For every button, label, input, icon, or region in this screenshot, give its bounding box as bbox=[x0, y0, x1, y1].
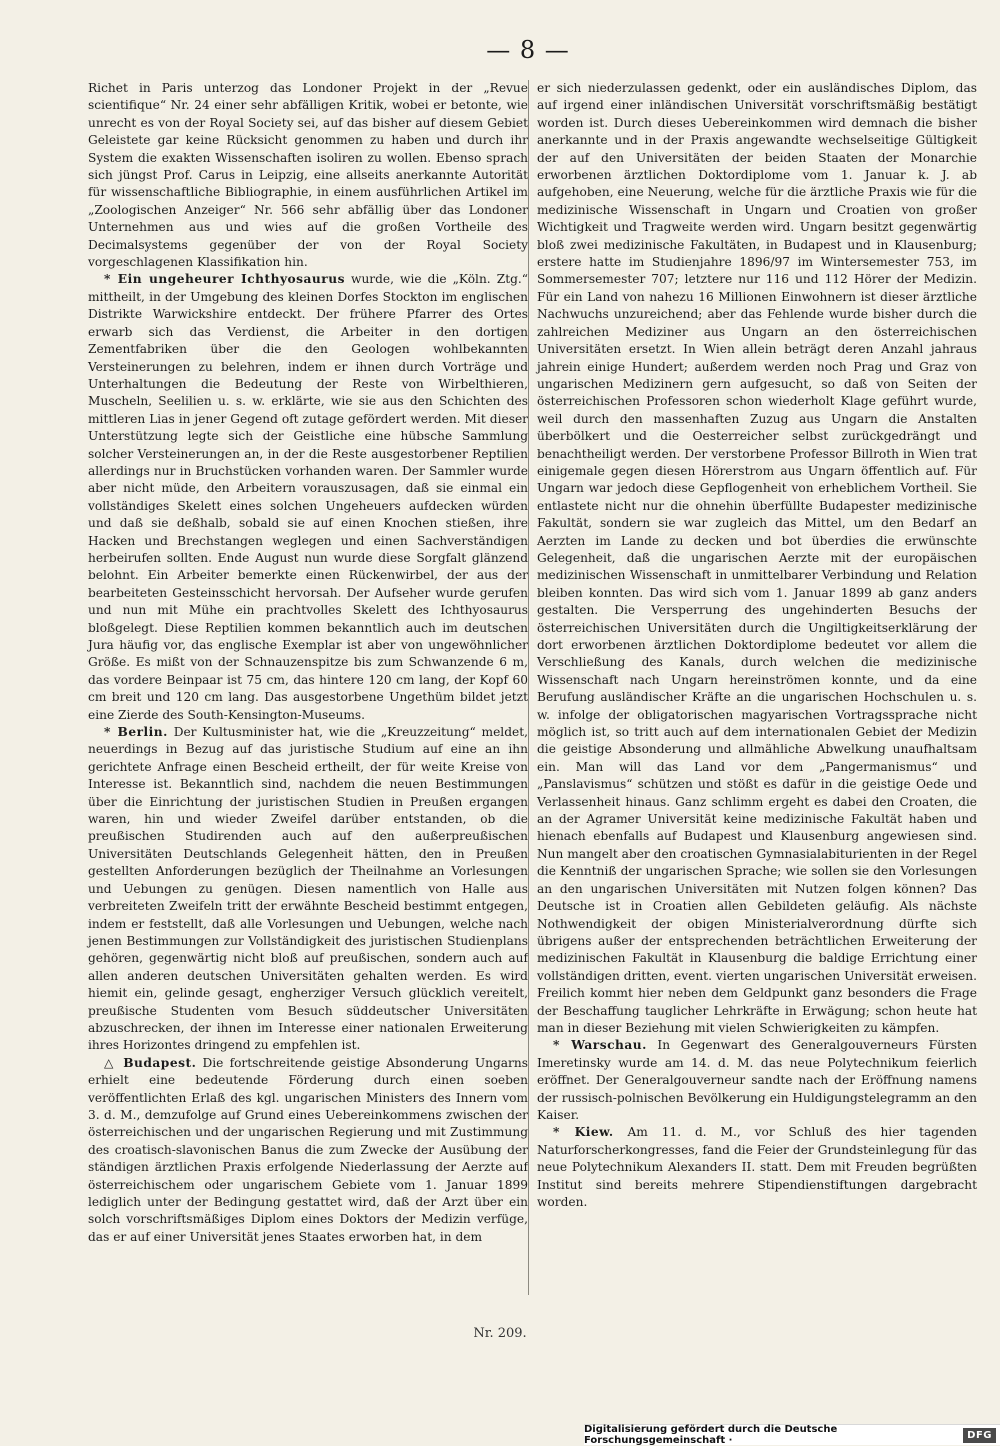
article-paragraph bbox=[88, 271, 528, 724]
digitization-note: Digitalisierung gefördert durch die Deutsche Forschungsgemeinschaft · bbox=[584, 1424, 838, 1446]
article-text: Die fortschreitende geistige Absonderung Ungarns erhielt eine bedeutende Förderung durch einen soeben veröffentlichten Erlaß des kgl. ungarischen Ministers des Innern vom 3. d. M., demzufolge auf Grund eines Uebereinkommens zwischen der österreichischen und der ungarischen Regierung und mit Zustimmung des croatisch-slavonischen Banus die zum Zwecke der Ausübung der ständigen ärztlichen Praxis erfolgende Niederlassung der Aerzte auf österreichischem oder ungarischem Gebiete vom 1. Januar 1899 lediglich unter der Bedingung gestattet wird, daß der Arzt über ein solch vorschriftsmäßiges Diplom eines Doktors der Medizin verfüge, das er auf einer Universität jenes Staates erworben hat, in dem bbox=[88, 1055, 528, 1244]
article-paragraph bbox=[88, 724, 528, 1055]
column-divider bbox=[528, 80, 529, 1295]
right-column bbox=[537, 80, 977, 1211]
article-text: wurde, wie die „Köln. Ztg.“ mittheilt, in der Umgebung des kleinen Dorfes Stockton im englischen Distrikte Warwickshire entdeckt. Der frühere Pfarrer des Ortes erwarb sich das Verdienst, die Arbeiter in den dortigen Zementfabriken über die den Geologen wohlbekannten Versteinerungen zu belehren, indem er ihnen durch Vorträge und Unterhaltungen die Bedeutung der Reste von Wirbelthieren, Muscheln, Seelilien u. s. w. erklärte, wie sie aus den Schichten des mittleren Lias in jener Gegend oft zutage gefördert werden. Mit dieser Unterstützung legte sich der Geistliche eine hübsche Sammlung solcher Versteinerungen an, in der die Reste ausgestorbener Reptilien allerdings nur in Bruchstücken vorhanden waren. Der Sammler wurde aber nicht müde, den Arbeitern vorauszusagen, daß sie einmal ein vollständiges Skelett eines solchen Ungeheuers aufdecken würden und daß sie deßhalb, sobald sie auf einen Knochen stießen, ihre Hacken und Brechstangen weglegen und einen Sachverständigen herbeirufen sollten. Ende August nun wurde diese Sorgfalt glänzend belohnt. Ein Arbeiter bemerkte einen Rückenwirbel, der aus der bearbeiteten Gesteinsschicht hervorsah. Der Aufseher wurde gerufen und nun mit Mühe ein prachtvolles Skelett des Ichthyosaurus bloßgelegt. Diese Reptilien kommen bekanntlich auch im deutschen Jura häufig vor, das englische Exemplar ist aber von ungewöhnlicher Größe. Es mißt von der Schnauzenspitze bis zum Schwanzende 6 m, das vordere Beinpaar ist 75 cm, das hintere 120 cm lang, der Kopf 60 cm breit und 120 cm lang. Das ausgestorbene Ungethüm bildet jetzt eine Zierde des South-Kensington-Museums. bbox=[88, 272, 528, 722]
article-text: Richet in Paris unterzog das Londoner Projekt in der „Revue scientifique“ Nr. 24 einer sehr abfälligen Kritik, wobei er betonte, wie unrecht es von der Royal Society sei, auf das bisher auf diesem Gebiet Geleistete gar keine Rücksicht genommen zu haben und durch ihr System die exakten Wissenschaften isoliren zu wollen. Ebenso sprach sich jüngst Prof. Carus in Leipzig, eine allseits anerkannte Autorität für wissenschaftliche Bibliographie, in einem ausführlichen Artikel im „Zoologischen Anzeiger“ Nr. 566 sehr abfällig über das Londoner Unternehmen aus und wies auf die großen Vortheile des Decimalsystems gegenüber der von der Royal Society vorgeschlagenen Klassifikation hin. bbox=[88, 81, 528, 270]
digitization-footer bbox=[584, 1424, 1000, 1445]
article-heading: * Kiew. bbox=[553, 1125, 614, 1140]
article-heading: △ Budapest. bbox=[104, 1055, 197, 1070]
article-heading: * Ein ungeheurer Ichthyosaurus bbox=[104, 272, 345, 287]
dfg-logo: DFG bbox=[963, 1428, 996, 1443]
article-heading: * Warschau. bbox=[553, 1038, 647, 1053]
page-number: — 8 — bbox=[486, 36, 570, 64]
article-text: er sich niederzulassen gedenkt, oder ein ausländisches Diplom, das auf irgend einer inländischen Universität vorschriftsmäßig bestätigt worden ist. Durch dieses Uebereinkommen wird demnach die bisher anerkannte und in der Praxis angewandte wechselseitige Gültigkeit der auf den Universitäten der beiden Staaten der Monarchie erworbenen ärztlichen Doktordiplome vom 1. Januar k. J. ab aufgehoben, eine Neuerung, welche für die ärztliche Praxis wie für die medizinische Wissenschaft in Ungarn und Croatien von großer Wichtigkeit und Tragweite werden wird. Ungarn besitzt gegenwärtig bloß zwei medizinische Fakultäten, in Budapest und in Klausenburg; erstere hatte im Studienjahre 1896/97 im Wintersemester 753, im Sommersemester 707; letztere nur 116 und 112 Hörer der Medizin. Für ein Land von nahezu 16 Millionen Einwohnern ist dieser ärztliche Nachwuchs unzureichend; aber das Fehlende wurde bisher durch die zahlreichen Mediziner aus Ungarn an den österreichischen Universitäten ersetzt. In Wien allein beträgt deren Anzahl jahraus jahrein einige Hundert; außerdem werden noch Prag und Graz von ungarischen Medizinern gern aufgesucht, so daß von Seiten der österreichischen Professoren schon wiederholt Klage geführt wurde, weil durch den massenhaften Zuzug aus Ungarn die Anstalten überbölkert und die Oesterreicher selbst zurückgedrängt und benachtheiligt werden. Der verstorbene Professor Billroth in Wien trat einigemale gegen diesen Hörerstrom aus Ungarn öffentlich auf. Für Ungarn war jedoch diese Gepflogenheit von erheblichem Vortheil. Sie entlastete nicht nur die ohnehin überfüllte Budapester medizinische Fakultät, sondern sie war zugleich das Mittel, um den Bedarf an Aerzten im Lande zu decken und bot überdies die erwünschte Gelegenheit, daß die ungarischen Aerzte mit der europäischen medizinischen Wissenschaft in unmittelbarer Verbindung und Relation bleiben konnten. Das wird sich vom 1. Januar 1899 ab ganz anders gestalten. Die Versperrung des ungehinderten Besuchs der österreichischen Universitäten durch die Ungiltigkeitserklärung der dort erworbenen ärztlichen Doktordiplome bedeutet vor allem die Verschließung des Kanals, durch welchen die medizinische Wissenschaft nach Ungarn hereinströmen konnte, und da eine Berufung ausländischer Kräfte an die ungarischen Hochschulen u. s. w. infolge der obligatorischen magyarischen Vortragssprache nicht möglich ist, so tritt auch auf dem internationalen Gebiet der Medizin die geistige Absonderung und allmähliche Abwelkung unaufhaltsam ein. Man will das Land vor dem „Pangermanismus“ und „Panslavismus“ schützen und stößt es dafür in die geistige Oede und Verlassenheit hinaus. Ganz schlimm ergeht es dabei den Croaten, die an der Agramer Universität keine medizinische Fakultät haben und hienach ebenfalls auf Budapest und Klausenburg angewiesen sind. Nun mangelt aber den croatischen Gymnasialabiturienten in der Regel die Kenntniß der ungarischen Sprache; wie sollen sie den Vorlesungen an den ungarischen Universitäten mit Nutzen folgen können? Das Deutsche ist in Croatien allen Gebildeten geläufig. Als nächste Nothwendigkeit der obigen Ministerialverordnung dürfte sich übrigens außer der entsprechenden beträchtlichen Erweiterung der medizinischen Fakultät in Klausenburg die baldige Errichtung einer vollständigen dritten, event. vierten ungarischen Universität erweisen. Freilich kommt hier neben dem Geldpunkt ganz besonders die Frage der Beschaffung tauglicher Lehrkräfte in Erwägung; schon heute hat man in dieser Beziehung mit vielen Schwierigkeiten zu kämpfen. bbox=[537, 81, 977, 1035]
article-text: Der Kultusminister hat, wie die „Kreuzzeitung“ meldet, neuerdings in Bezug auf das juristische Studium auf eine an ihn gerichtete Anfrage einen Bescheid ertheilt, der für weite Kreise von Interesse ist. Bekanntlich sind, nachdem die neuen Bestimmungen über die Einrichtung der juristischen Studien in Preußen ergangen waren, hin und wieder Zweifel darüber entstanden, ob die preußischen Studirenden auch auf den außerpreußischen Universitäten Deutschlands Gelegenheit hätten, den in Preußen gestellten Anforderungen bezüglich der Theilnahme an Vorlesungen und Uebungen zu genügen. Diesen namentlich von Halle aus verbreiteten Zweifeln tritt der erwähnte Bescheid bestimmt entgegen, indem er feststellt, daß alle Vorlesungen und Uebungen, welche nach jenen Bestimmungen zur Vollständigkeit des juristischen Studienplans gehören, gegenwärtig nicht bloß auf preußischen, sondern auch auf allen anderen deutschen Universitäten gehalten werden. Es wird hiemit ein, gelinde gesagt, engherziger Versuch glücklich vereitelt, preußische Studenten vom Besuch süddeutscher Universitäten abzuschrecken, der ihnen im Interesse einer nationalen Erweiterung ihres Horizontes dringend zu empfehlen ist. bbox=[88, 725, 528, 1053]
article-text: Am 11. d. M., vor Schluß des hier tagenden Naturforscherkongresses, fand die Feier der Grundsteinlegung für das neue Polytechnikum Alexanders II. statt. Dem mit Freuden begrüßten Institut sind bereits mehrere Stipendienstiftungen dargebracht worden. bbox=[537, 1125, 977, 1209]
left-column bbox=[88, 80, 528, 1246]
article-paragraph bbox=[88, 1055, 528, 1246]
article-paragraph bbox=[537, 1124, 977, 1211]
issue-number: Nr. 209. bbox=[473, 1326, 527, 1341]
article-text: In Gegenwart des Generalgouverneurs Fürsten Imeretinsky wurde am 14. d. M. das neue Polytechnikum feierlich eröffnet. Der Generalgouverneur sandte nach der Eröffnung namens der russisch-polnischen Bevölkerung ein Huldigungstelegramm an den Kaiser. bbox=[537, 1038, 977, 1122]
article-heading: * Berlin. bbox=[104, 725, 168, 740]
article-paragraph bbox=[88, 80, 528, 271]
article-paragraph bbox=[537, 1037, 977, 1124]
article-paragraph bbox=[537, 80, 977, 1037]
